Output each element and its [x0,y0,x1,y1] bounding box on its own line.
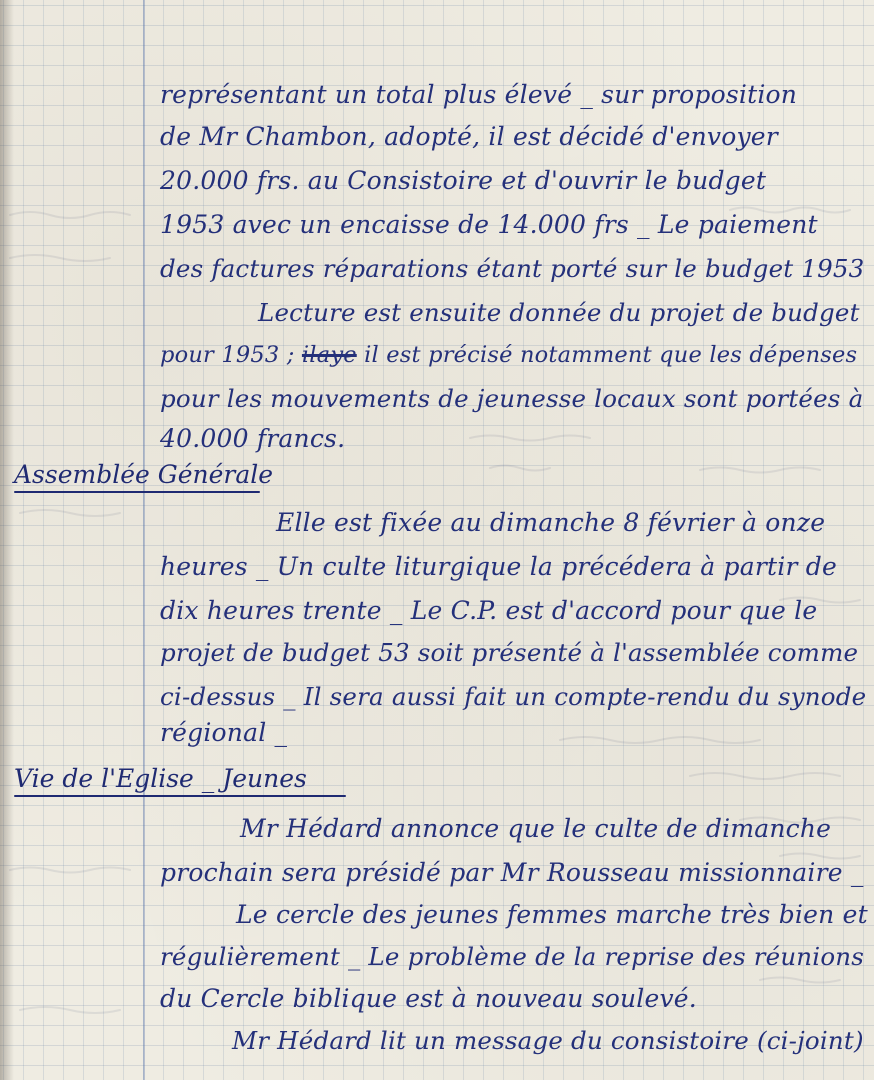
text-line-1: représentant un total plus élevé _ sur proposition [160,80,798,109]
text-line-11: heures _ Un culte liturgique la précédera à partir de [160,552,837,581]
text-line-18: Le cercle des jeunes femmes marche très bien et [236,900,868,929]
text-line-6: Lecture est ensuite donnée du projet de budget [258,298,860,327]
text-line-19: régulièrement _ Le problème de la reprise des réunions [160,942,865,971]
heading-assemblee-generale: Assemblée Générale [14,460,274,489]
struck-word: ilaye [301,342,357,368]
heading-vie-eglise-jeunes: Vie de l'Eglise _ Jeunes [14,764,307,793]
text-line-8: pour les mouvements de jeunesse locaux sont portées à [160,384,864,413]
text-line-12: dix heures trente _ Le C.P. est d'accord pour que le [160,596,818,625]
text-line-7-start: pour 1953 ; [160,342,295,368]
text-line-10: Elle est fixée au dimanche 8 février à onze [276,508,826,537]
text-line-14: ci-dessus _ Il sera aussi fait un compte-rendu du synode [160,682,867,711]
text-line-3: 20.000 frs. au Consistoire et d'ouvrir le budget [160,166,767,195]
text-line-15: régional _ [160,718,288,747]
text-line-2: de Mr Chambon, adopté, il est décidé d'envoyer [160,122,778,151]
heading-underline-2 [14,795,346,797]
notebook-spine-shadow [0,0,14,1080]
margin-rule [143,0,145,1080]
text-line-7 [160,340,857,370]
text-line-7-end: il est précisé notamment que les dépenses [364,342,858,368]
text-line-16: Mr Hédard annonce que le culte de dimanche [240,814,832,843]
text-line-4: 1953 avec un encaisse de 14.000 frs _ Le paiement [160,210,818,239]
text-line-20: du Cercle biblique est à nouveau soulevé. [160,984,697,1013]
text-line-9: 40.000 francs. [160,424,346,453]
text-line-17: prochain sera présidé par Mr Rousseau missionnaire _ [160,858,864,887]
text-line-5: des factures réparations étant porté sur le budget 1953 [160,254,865,283]
text-line-21: Mr Hédard lit un message du consistoire (ci-joint) [232,1026,864,1055]
heading-underline-1 [14,491,260,493]
text-line-13: projet de budget 53 soit présenté à l'assemblée comme [160,638,859,667]
